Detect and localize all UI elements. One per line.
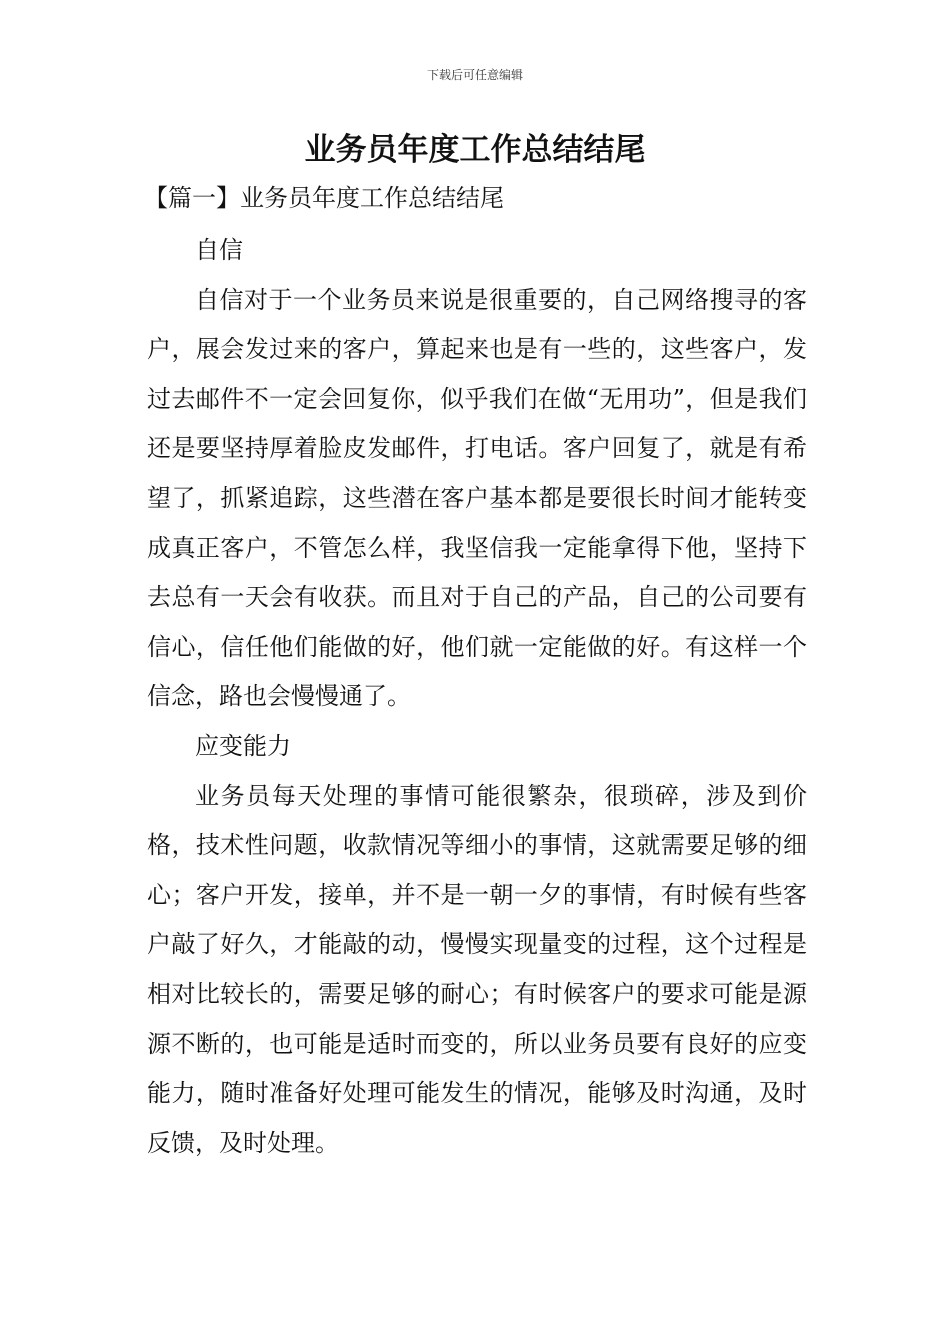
heading-adaptability: 应变能力 bbox=[195, 731, 291, 760]
paragraph-confidence: 自信对于一个业务员来说是很重要的，自己网络搜寻的客户，展会发过来的客户，算起来也是有一些的，这些客户，发过去邮件不一定会回复你，似乎我们在做“无用功”，但是我们还是要坚持厚着脸皮发邮件，打电话。客户回复了，就是有希望了，抓紧追踪，这些潜在客户基本都是要很长时间才能转变成真正客户，不管怎么样，我坚信我一定能拿得下他，坚持下去总有一天会有收获。而且对于自己的产品，自己的公司要有信心，信任他们能做的好，他们就一定能做的好。有这样一个信念，路也会慢慢通了。 bbox=[147, 285, 807, 711]
document-title: 业务员年度工作总结结尾 bbox=[304, 132, 646, 168]
document-body bbox=[147, 226, 807, 1168]
paragraph-adaptability: 业务员每天处理的事情可能很繁杂，很琐碎，涉及到价格，技术性问题，收款情况等细小的事情，这就需要足够的细心；客户开发，接单，并不是一朝一夕的事情，有时候有些客户敲了好久，才能敲的动，慢慢实现量变的过程，这个过程是相对比较长的，需要足够的耐心；有时候客户的要求可能是源源不断的，也可能是适时而变的，所以业务员要有良好的应变能力，随时准备好处理可能发生的情况，能够及时沟通，及时反馈，及时处理。 bbox=[147, 781, 807, 1157]
header-note: 下载后可任意编辑 bbox=[426, 68, 523, 82]
section-heading: 【篇一】业务员年度工作总结结尾 bbox=[144, 184, 504, 212]
heading-confidence: 自信 bbox=[195, 236, 243, 264]
